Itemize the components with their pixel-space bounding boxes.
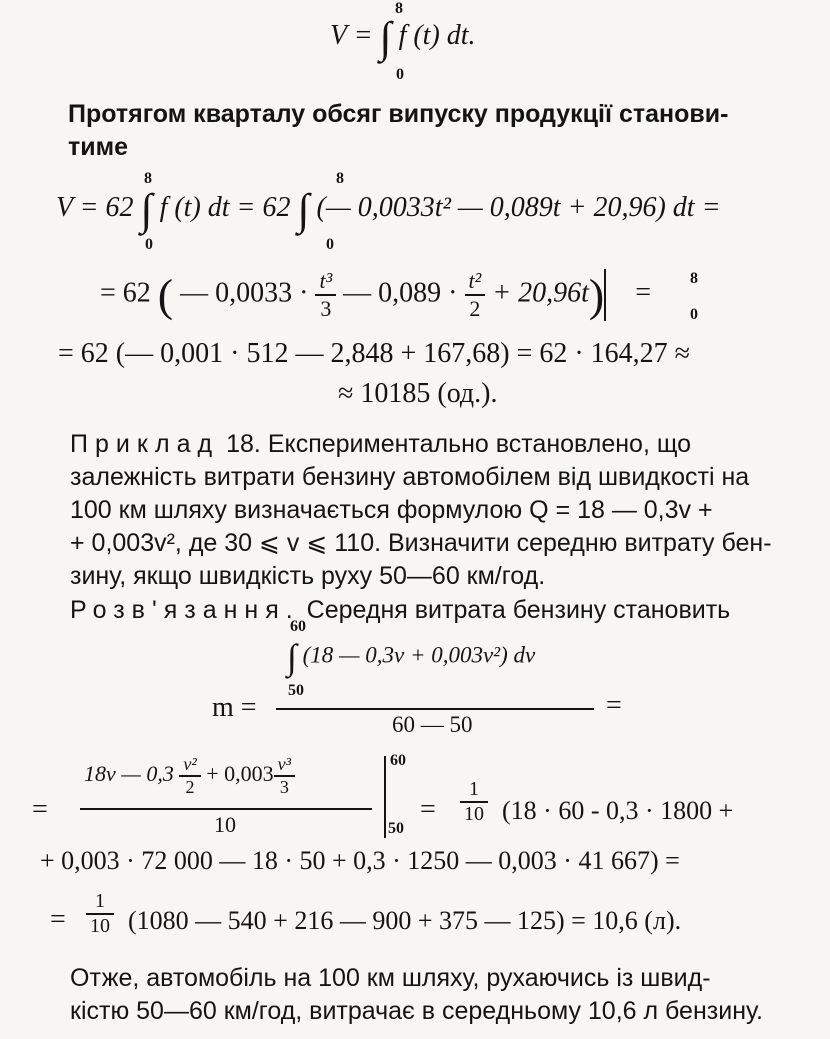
fraction <box>460 778 488 826</box>
fraction <box>460 778 488 826</box>
fraction-denominator: 2 <box>469 296 481 321</box>
eq-mid: f (t) dt = 62 <box>159 191 291 223</box>
eq-pre: = <box>32 794 48 825</box>
lower-limit: 0 <box>145 236 153 253</box>
fraction-line <box>80 808 372 810</box>
solution-label: Розв'язання. <box>70 596 300 624</box>
paragraph-quarter <box>68 98 818 164</box>
fraction-denominator: 3 <box>320 296 332 321</box>
upper-limit: 8 <box>144 170 152 187</box>
fraction-denominator: 10 <box>214 812 236 837</box>
integrand: (18 — 0,3v + 0,003v²) dv <box>302 642 536 668</box>
example-18 <box>70 428 815 593</box>
eq-rest: (18 · 60 - 0,3 · 1800 + <box>502 796 734 825</box>
equation-v-antiderivative <box>100 268 651 322</box>
equation-m-lhs: m = <box>212 692 257 723</box>
fraction-numerator: 1 <box>86 890 114 915</box>
fraction-line <box>276 708 594 710</box>
eq-term: — 0,0033 · <box>180 277 309 309</box>
fraction-numerator: 1 <box>460 778 488 803</box>
fraction-denominator: 60 — 50 <box>392 712 473 737</box>
upper-limit: 8 <box>690 270 698 287</box>
fraction-denominator: 3 <box>279 777 289 797</box>
fraction-denominator: 10 <box>90 915 110 937</box>
eq-end: = <box>606 690 622 721</box>
evaluation-bar <box>384 756 386 838</box>
paragraph-text: Середня витрата бензину становить <box>306 596 731 624</box>
eq-pre: = 62 <box>100 277 151 309</box>
lower-limit: 50 <box>388 820 404 837</box>
conclusion <box>70 962 815 1028</box>
eq-rhs: (— 0,0033t² — 0,089t + 20,96) dt = <box>316 191 721 223</box>
upper-limit: 60 <box>290 618 306 635</box>
fraction-numerator: t³ <box>315 268 336 296</box>
equation-m-line3: + 0,003 · 72 000 — 18 · 50 + 0,3 · 1250 — 0,003 · 41 667) = <box>40 846 680 875</box>
eq-body: f (t) dt. <box>398 19 476 51</box>
fraction <box>315 268 336 322</box>
fraction-denominator: 2 <box>185 777 195 797</box>
integral-sign: ∫ <box>379 13 392 62</box>
paragraph-line: 100 км шляху визначається формулою Q = 18 — 0,3v + <box>70 496 713 524</box>
fraction <box>274 754 295 798</box>
integral-sign: ∫ <box>287 637 297 677</box>
paragraph-line: тиме <box>68 133 129 161</box>
equation-v-result: ≈ 10185 (од.). <box>338 378 498 409</box>
eq-mid: = <box>420 794 436 825</box>
fraction <box>86 890 114 938</box>
equation-v-numeric: = 62 (— 0,001 · 512 — 2,848 + 167,68) = 62 · 164,27 ≈ <box>58 338 691 369</box>
fraction <box>179 754 200 798</box>
solution-intro <box>70 594 815 627</box>
fraction <box>86 890 114 938</box>
eq-pre: = <box>50 904 66 935</box>
paragraph-line: Отже, автомобіль на 100 км шляху, рухаючись із швид- <box>70 964 711 992</box>
paragraph-line: залежність витрати бензину автомобілем від швидкості на <box>70 463 750 491</box>
eq-lhs: V = <box>330 19 373 51</box>
paragraph-line: зину, якщо швидкість руху 50—60 км/год. <box>70 562 546 590</box>
example-label: Приклад <box>70 430 220 458</box>
fraction-denominator: 10 <box>464 803 484 825</box>
eq-term: — 0,089 · <box>343 277 458 309</box>
integral-sign: ∫ <box>140 185 153 234</box>
lower-limit: 0 <box>690 306 698 323</box>
right-paren: ) <box>588 269 605 321</box>
lower-limit: 0 <box>396 66 404 83</box>
term: + 0,003 <box>206 761 274 787</box>
upper-limit: 8 <box>395 0 403 17</box>
paragraph-line: + 0,003v², де 30 ⩽ v ⩽ 110. Визначити середню витрату бен- <box>70 529 772 557</box>
fraction-numerator: v³ <box>274 754 295 777</box>
upper-limit: 8 <box>336 170 344 187</box>
paragraph-text: Експериментально встановлено, що <box>267 430 692 458</box>
equation-v-calc <box>56 184 720 235</box>
eq-lhs: V = 62 <box>56 191 134 223</box>
evaluation-bar <box>604 269 606 321</box>
fraction-numerator: v² <box>179 754 200 777</box>
antiderivative-numerator <box>84 754 295 798</box>
equation-v-definition <box>330 12 476 63</box>
lower-limit: 50 <box>288 682 304 699</box>
example-number: 18. <box>226 430 261 458</box>
fraction-numerator: t² <box>465 268 486 296</box>
equation-m-numerator <box>287 636 535 678</box>
term: 18v — 0,3 <box>84 761 174 787</box>
paragraph-line: Протягом кварталу обсяг випуску продукції станови- <box>68 100 729 128</box>
upper-limit: 60 <box>390 752 406 769</box>
eq-end: = <box>635 277 652 309</box>
left-paren: ( <box>157 269 174 321</box>
paragraph-line <box>70 428 815 461</box>
fraction <box>465 268 486 322</box>
eq-term: + 20,96t <box>492 277 589 309</box>
equation-m-result: (1080 — 540 + 216 — 900 + 375 — 125) = 10,6 (л). <box>128 906 682 935</box>
lower-limit: 0 <box>326 236 334 253</box>
integral-sign: ∫ <box>297 185 310 234</box>
paragraph-line: кістю 50—60 км/год, витрачає в середньому 10,6 л бензину. <box>70 997 763 1025</box>
